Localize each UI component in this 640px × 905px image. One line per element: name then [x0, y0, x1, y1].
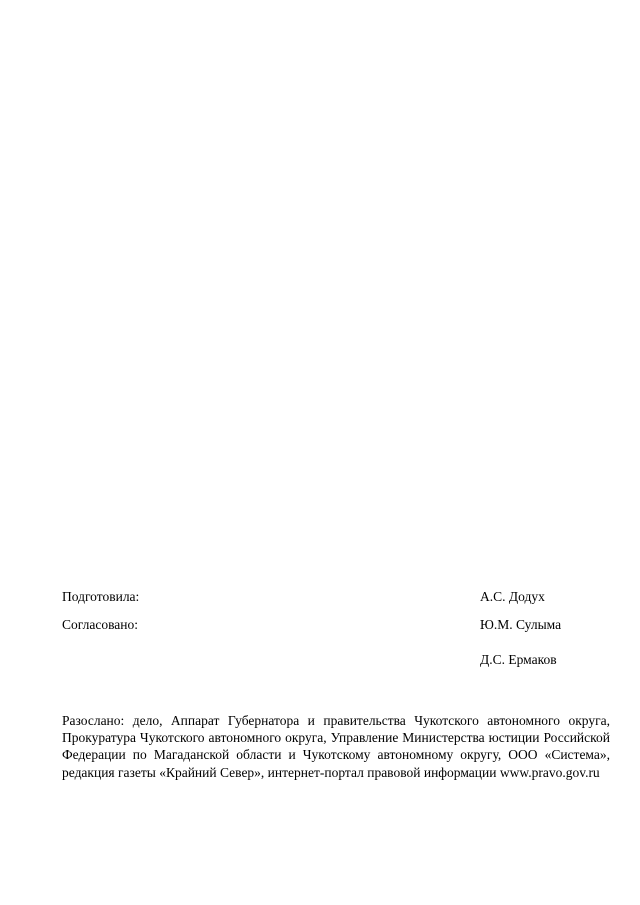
prepared-row — [62, 589, 602, 607]
agreed-name-2: Д.С. Ермаков — [480, 652, 557, 667]
agreed-name-1: Ю.М. Сулыма — [480, 617, 562, 632]
prepared-name: А.С. Додух — [480, 589, 545, 604]
agreed-row-2 — [62, 652, 602, 670]
prepared-label: Подготовила: — [62, 589, 140, 604]
agreed-row — [62, 617, 602, 635]
distribution-list: Разослано: дело, Аппарат Губернатора и правительства Чукотского автономного округа, Прокуратура Чукотского автономного округа, Управление Министерства юстиции Российской Федерации по Магаданской области и Чукотскому автономному округу, ООО «Система», редакция газеты «Крайний Север», интернет-портал правовой информации www.pravo.gov.ru — [62, 713, 610, 780]
agreed-label: Согласовано: — [62, 617, 138, 632]
